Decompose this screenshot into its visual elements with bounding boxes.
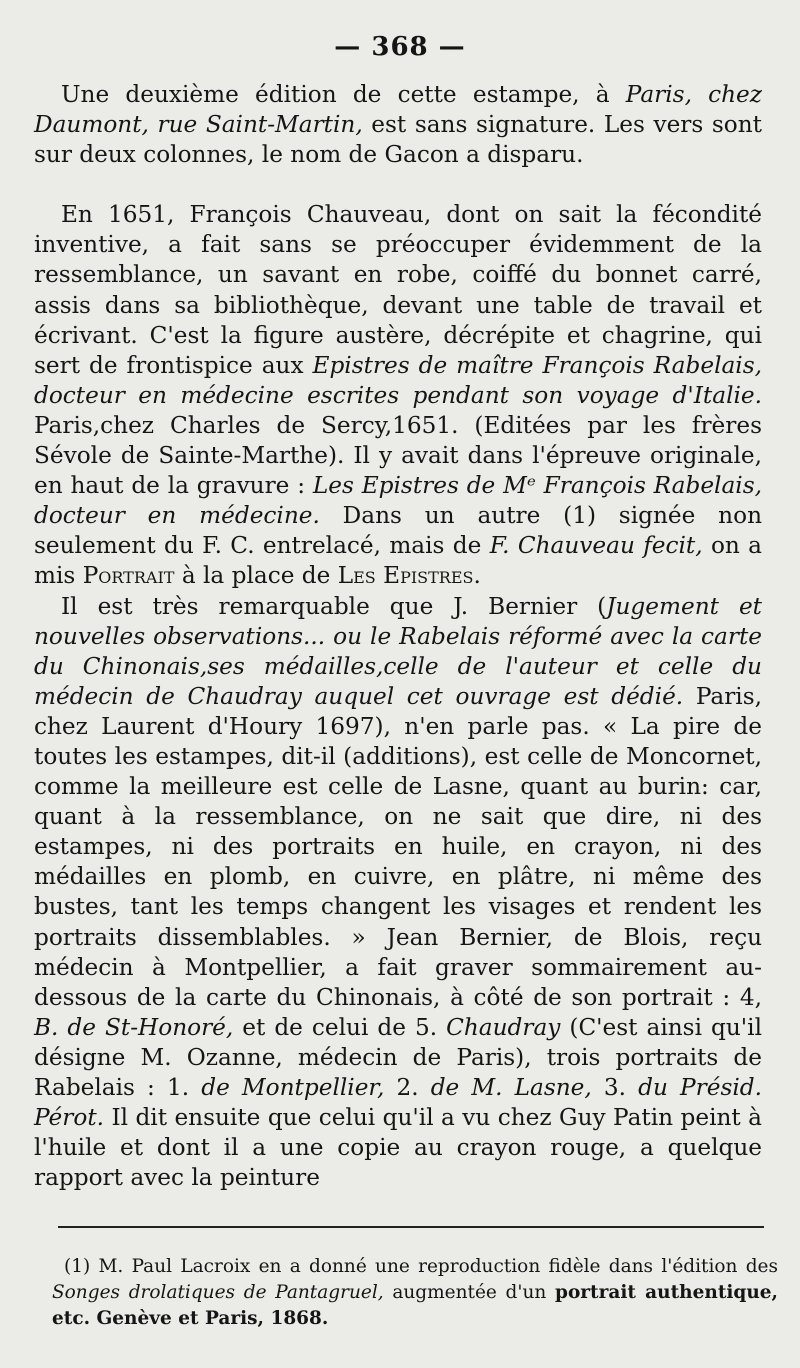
- footnote-separator: [58, 1226, 764, 1228]
- text-segment: Paris, chez Daumont, rue Saint-Martin,: [34, 81, 762, 139]
- text-segment: En 1651, François Chauveau, dont on sait la fécondité inventive, a fait sans se préoccuper évidemment de la ressemblance, un savant en robe, coiffé du bonnet carré, assis dans sa bibliothèque, devant une table de travail et écrivant. C'est la figure austère, décrépite et chagrine, qui sert de frontispice aux: [34, 201, 762, 379]
- text-segment: à la place de: [174, 562, 338, 590]
- paragraph-3: [34, 592, 762, 1194]
- text-segment: Les Epistres de Mᵉ François Rabelais, docteur en médecine.: [34, 472, 762, 530]
- page-number: — 368 —: [334, 32, 466, 62]
- text-segment: Songes drolatiques de Pantagruel,: [52, 1282, 384, 1303]
- text-segment: de Montpellier,: [201, 1074, 385, 1101]
- text-segment: B. de St-Honoré,: [34, 1013, 234, 1041]
- paragraph-2: [34, 200, 762, 591]
- footnote: [52, 1254, 778, 1332]
- text-segment: du Présid. Pérot.: [34, 1074, 762, 1132]
- text-segment: 3.: [591, 1074, 639, 1101]
- text-segment: .: [473, 562, 481, 590]
- text-segment: Epistres de maître François Rabelais, docteur en médecine escrites pendant son voyage d'Italie.: [34, 351, 762, 409]
- text-segment: Une deuxième édition de cette estampe, à: [61, 81, 626, 108]
- text-segment: Paris,chez Charles de Sercy,1651. (Editées par les frères Sévole de Sainte-Marthe). Il y avait dans l'épreuve originale, en haut de la gravure :: [34, 411, 762, 500]
- text-segment: Paris, chez Laurent d'Houry 1697), n'en parle pas. « La pire de toutes les estampes, dit-il (additions), est celle de Moncornet, comme la meilleure est celle de Lasne, quant au burin: car, quant à la ressemblance, on ne sait que dire, ni des estampes, ni des portraits en huile, en crayon, ni des médailles en plomb, en cuivre, en plâtre, ni même des bustes, tant les temps changent les visages et rendent les portraits dissemblables. » Jean Bernier, de Blois, reçu médecin à Montpellier, a fait graver sommairement au-dessous de la carte du Chinonais, à côté de son portrait : 4,: [34, 682, 762, 1011]
- text-segment: 2.: [384, 1074, 431, 1101]
- text-segment: (1) M. Paul Lacroix en a donné une reproduction fidèle dans l'édition des: [64, 1256, 778, 1277]
- text-segment: est sans signature. Les vers sont sur deux colonnes, le nom de Gacon a disparu.: [34, 111, 762, 169]
- paragraph-1: [34, 80, 762, 170]
- text-segment: F. Chauveau fecit,: [489, 532, 703, 560]
- text-segment: Les Epistres: [337, 562, 474, 590]
- text-segment: Dans un autre (1) signée non seulement du F. C. entrelacé, mais de: [34, 502, 762, 560]
- text-segment: et de celui de 5.: [233, 1013, 447, 1041]
- text-segment: Chaudray: [446, 1013, 561, 1041]
- text-segment: Jugement et nouvelles observations... ou le Rabelais réformé avec la carte du Chinonais,ses médailles,celle de l'auteur et celle du médecin de Chaudray auquel cet ouvrage est dédié.: [34, 592, 762, 710]
- text-segment: Il dit ensuite que celui qu'il a vu chez Guy Patin peint à l'huile et dont il a une copie au crayon rouge, a quelque rapport avec la peinture: [34, 1104, 762, 1192]
- text-segment: Il est très remarquable que J. Bernier (: [61, 592, 607, 620]
- text-segment: de M. Lasne,: [430, 1074, 592, 1101]
- text-segment: Portrait: [82, 562, 175, 590]
- text-segment: (C'est ainsi qu'il désigne M. Ozanne, médecin de Paris), trois portraits de Rabelais : 1.: [34, 1013, 762, 1101]
- text-segment: portrait authentique, etc. Genève et Paris, 1868.: [52, 1282, 778, 1329]
- text-segment: on a mis: [34, 532, 762, 590]
- main-text: [34, 80, 762, 1193]
- text-segment: augmentée d'un: [383, 1282, 556, 1303]
